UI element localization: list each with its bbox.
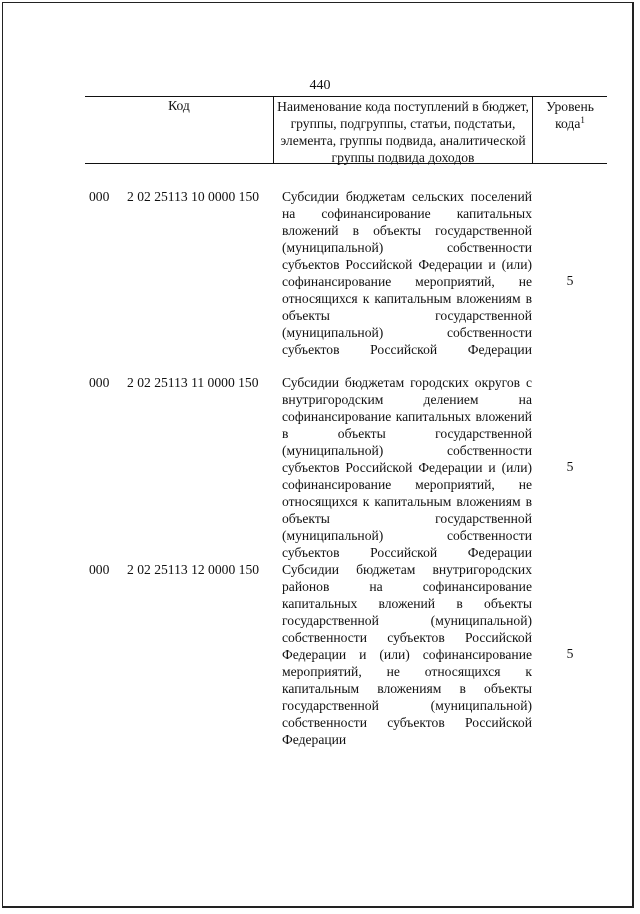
row-income-code: 2 02 25113 11 0000 150 [127, 375, 259, 390]
header-name: Наименование кода поступлений в бюджет, группы, подгруппы, статьи, подстатьи, элемента, группы подвида, аналитической группы подвида доходов [273, 97, 533, 163]
row-name: Субсидии бюджетам городских округов с внутригородским делением на софинансирование капитальных вложений в объекты государственной (муниципальной) собственности субъектов Российской Федерации и (или) софинансирование мероприятий, не относящихся к капитальным вложениям в объекты государственной (муниципальной) собственности субъектов Российской Федерации [282, 375, 532, 560]
header-level-footnote: 1 [580, 115, 585, 125]
table-row [0, 561, 640, 745]
header-code: Код [168, 98, 190, 113]
row-admin-code: 000 [89, 375, 110, 390]
row-admin-code: 000 [89, 562, 110, 577]
table-row [0, 374, 640, 558]
row-income-code: 2 02 25113 10 0000 150 [127, 189, 260, 204]
table-header [85, 96, 607, 164]
row-admin-code: 000 [89, 189, 110, 204]
row-name: Субсидии бюджетам внутригородских районов на софинансирование капитальных вложений в объекты государственной (муниципальной) собственности субъектов Российской Федерации и (или) софинансирование мероприятий, не относящихся к капитальным вложениям в объекты государственной (муниципальной) собственности субъектов Российской Федерации [282, 562, 532, 747]
page-number: 440 [309, 78, 331, 93]
header-level-line1: Уровень [546, 99, 594, 114]
row-level: 5 [566, 646, 574, 661]
row-level: 5 [566, 273, 574, 288]
row-income-code: 2 02 25113 12 0000 150 [127, 562, 260, 577]
header-level [533, 97, 607, 163]
header-level-line2: кода [555, 116, 581, 131]
row-name: Субсидии бюджетам сельских поселений на софинансирование капитальных вложений в объекты государственной (муниципальной) собственности субъектов Российской Федерации и (или) софинансирование мероприятий, не относящихся к капитальным вложениям в объекты государственной (муниципальной) собственности субъектов Российской Федерации [282, 189, 532, 357]
table-row [0, 188, 640, 372]
row-level: 5 [566, 459, 574, 474]
